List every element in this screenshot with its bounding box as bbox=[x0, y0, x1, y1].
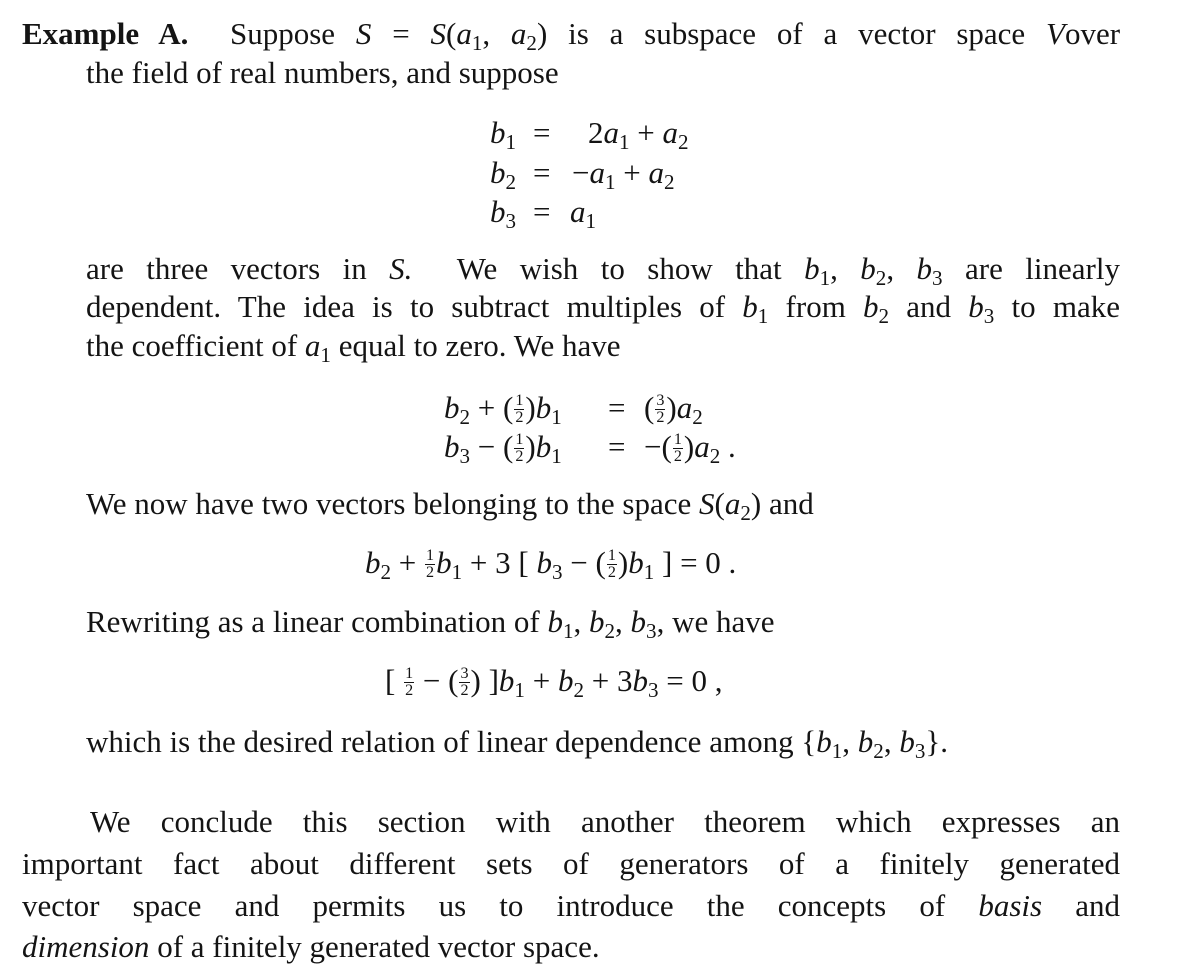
conclusion-line-4: dimension of a finitely generated vector space. bbox=[22, 929, 600, 964]
example-line-2: the field of real numbers, and suppose bbox=[86, 55, 559, 90]
para1-line-2: dependent. The idea is to subtract multiples of $b_1$ from $b_2$ and $b_3$ to make bbox=[86, 289, 1121, 328]
conclusion-line-3: vector space and permits us to introduce the concepts of basis and bbox=[22, 888, 1120, 923]
conclusion-line-1: We conclude this section with another theorem which expresses an bbox=[90, 804, 1120, 839]
example-label: Example A. bbox=[22, 16, 189, 51]
para3-line: Rewriting as a linear combination of $b_1$, $b_2$, $b_3$, we have bbox=[86, 604, 775, 643]
eq1-row3-rhs: $a_1$ bbox=[570, 194, 597, 233]
eq1-row2-rhs: $-a_1 + a_2$ bbox=[572, 155, 675, 194]
para4-line: which is the desired relation of linear dependence among {$b_1$, $b_2$, $b_3$}. bbox=[86, 724, 948, 763]
eq2-row1-eq: = bbox=[608, 390, 626, 425]
para1-line-1: are three vectors in S. We wish to show that $b_1$, $b_2$, $b_3$ are linearly bbox=[86, 251, 1120, 290]
eq2-row2-eq: = bbox=[608, 429, 626, 464]
word-suppose: Suppose bbox=[229, 16, 336, 51]
eq1-row3-lhs: $b_3$ bbox=[490, 194, 517, 233]
eq1-row3-eq: = bbox=[533, 194, 551, 229]
eq1-row1-rhs: $2a_1 + a_2$ bbox=[588, 115, 689, 154]
eq1-row1-eq: = bbox=[533, 115, 551, 150]
eq1-row2-eq: = bbox=[533, 155, 551, 190]
para1-line-3: the coefficient of $a_1$ equal to zero. We have bbox=[86, 328, 621, 367]
eq2-row2-rhs: −( $\frac{1}{2}$ )$a_2$ . bbox=[644, 429, 736, 468]
eq2-row2-lhs: $b_3$ − ( $\frac{1}{2}$ )$b_1$ bbox=[444, 429, 562, 468]
eq2-row1-lhs: $b_2$ + ( $\frac{1}{2}$ )$b_1$ bbox=[444, 390, 562, 429]
eq1-row2-lhs: $b_2$ bbox=[490, 155, 517, 194]
eq1-row1-lhs: $b_1$ bbox=[490, 115, 517, 154]
eq2-row1-rhs: ( $\frac{3}{2}$ )$a_2$ bbox=[644, 390, 703, 429]
para2-line: We now have two vectors belonging to the space $S(a_2)$ and bbox=[86, 486, 814, 525]
equation-3: $b_2$ + $\frac{1}{2}$ $b_1 + 3$ [ $b_3$ − ( $\frac{1}{2}$ )$b_1$ ] = 0 . bbox=[365, 545, 737, 584]
conclusion-line-2: important fact about different sets of generators of a finitely generated bbox=[22, 846, 1120, 881]
equation-4: [ $\frac{1}{2}$ − ( $\frac{3}{2}$ ) ]$b_1 + b_2 + 3b_3 = 0$ , bbox=[385, 663, 723, 702]
example-line-1: Example A. Suppose $S = S(a_1$, $a_2$) is a subspace of a vector space Vover bbox=[22, 16, 1121, 55]
